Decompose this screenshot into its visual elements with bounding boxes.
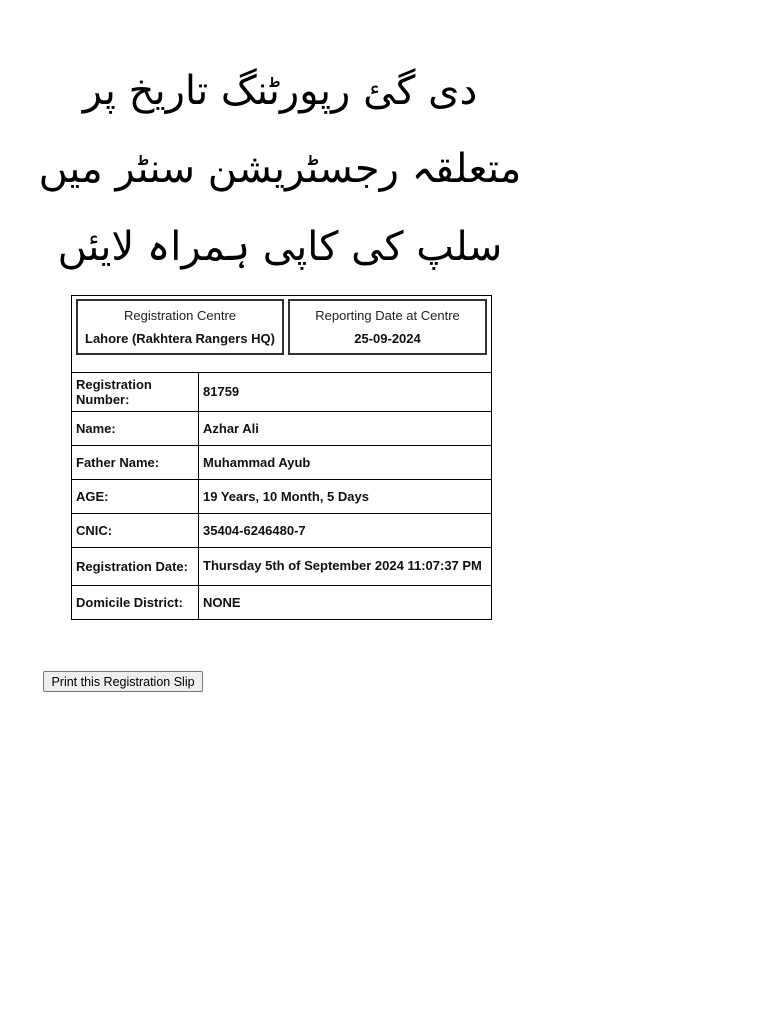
centre-info-row bbox=[72, 296, 491, 373]
table-row-name bbox=[72, 411, 491, 445]
heading-line-3: سلپ کی کاپی ہمراہ لایئں bbox=[57, 224, 503, 270]
table-row-cnic bbox=[72, 513, 491, 547]
name-label: Name: bbox=[72, 411, 199, 445]
heading-line-2: متعلقہ رجسٹریشن سنٹر میں bbox=[38, 146, 522, 192]
father-name-value: Muhammad Ayub bbox=[199, 445, 492, 479]
table-row-registration-number bbox=[72, 373, 491, 411]
table-row-registration-date bbox=[72, 547, 491, 585]
age-value: 19 Years, 10 Month, 5 Days bbox=[199, 479, 492, 513]
registration-centre-box bbox=[76, 299, 284, 355]
heading-line-1: دی گئ رپورٹنگ تاریخ پر bbox=[82, 68, 478, 114]
registration-date-value: Thursday 5th of September 2024 11:07:37 PM bbox=[199, 547, 492, 585]
cnic-value: 35404-6246480-7 bbox=[199, 513, 492, 547]
registration-number-value: 81759 bbox=[203, 384, 240, 400]
registration-number-label: Registration Number: bbox=[72, 373, 199, 411]
reporting-date-box bbox=[288, 299, 487, 355]
domicile-district-value: NONE bbox=[199, 585, 492, 619]
registration-slip bbox=[71, 295, 492, 620]
table-row-domicile-district bbox=[72, 585, 491, 619]
name-value: Azhar Ali bbox=[199, 411, 492, 445]
registration-centre-value: Lahore (Rakhtera Rangers HQ) bbox=[85, 331, 275, 346]
table-row-age bbox=[72, 479, 491, 513]
domicile-district-label: Domicile District: bbox=[72, 585, 199, 619]
father-name-label: Father Name: bbox=[72, 445, 199, 479]
reporting-date-value: 25-09-2024 bbox=[354, 331, 421, 346]
table-row-father-name bbox=[72, 445, 491, 479]
registration-centre-label: Registration Centre bbox=[124, 308, 236, 323]
registration-details-table bbox=[72, 373, 491, 619]
registration-date-label: Registration Date: bbox=[72, 547, 199, 585]
age-label: AGE: bbox=[72, 479, 199, 513]
print-registration-slip-button[interactable]: Print this Registration Slip bbox=[43, 671, 203, 692]
urdu-instruction-heading bbox=[20, 52, 540, 286]
reporting-date-label: Reporting Date at Centre bbox=[315, 308, 460, 323]
cnic-label: CNIC: bbox=[72, 513, 199, 547]
